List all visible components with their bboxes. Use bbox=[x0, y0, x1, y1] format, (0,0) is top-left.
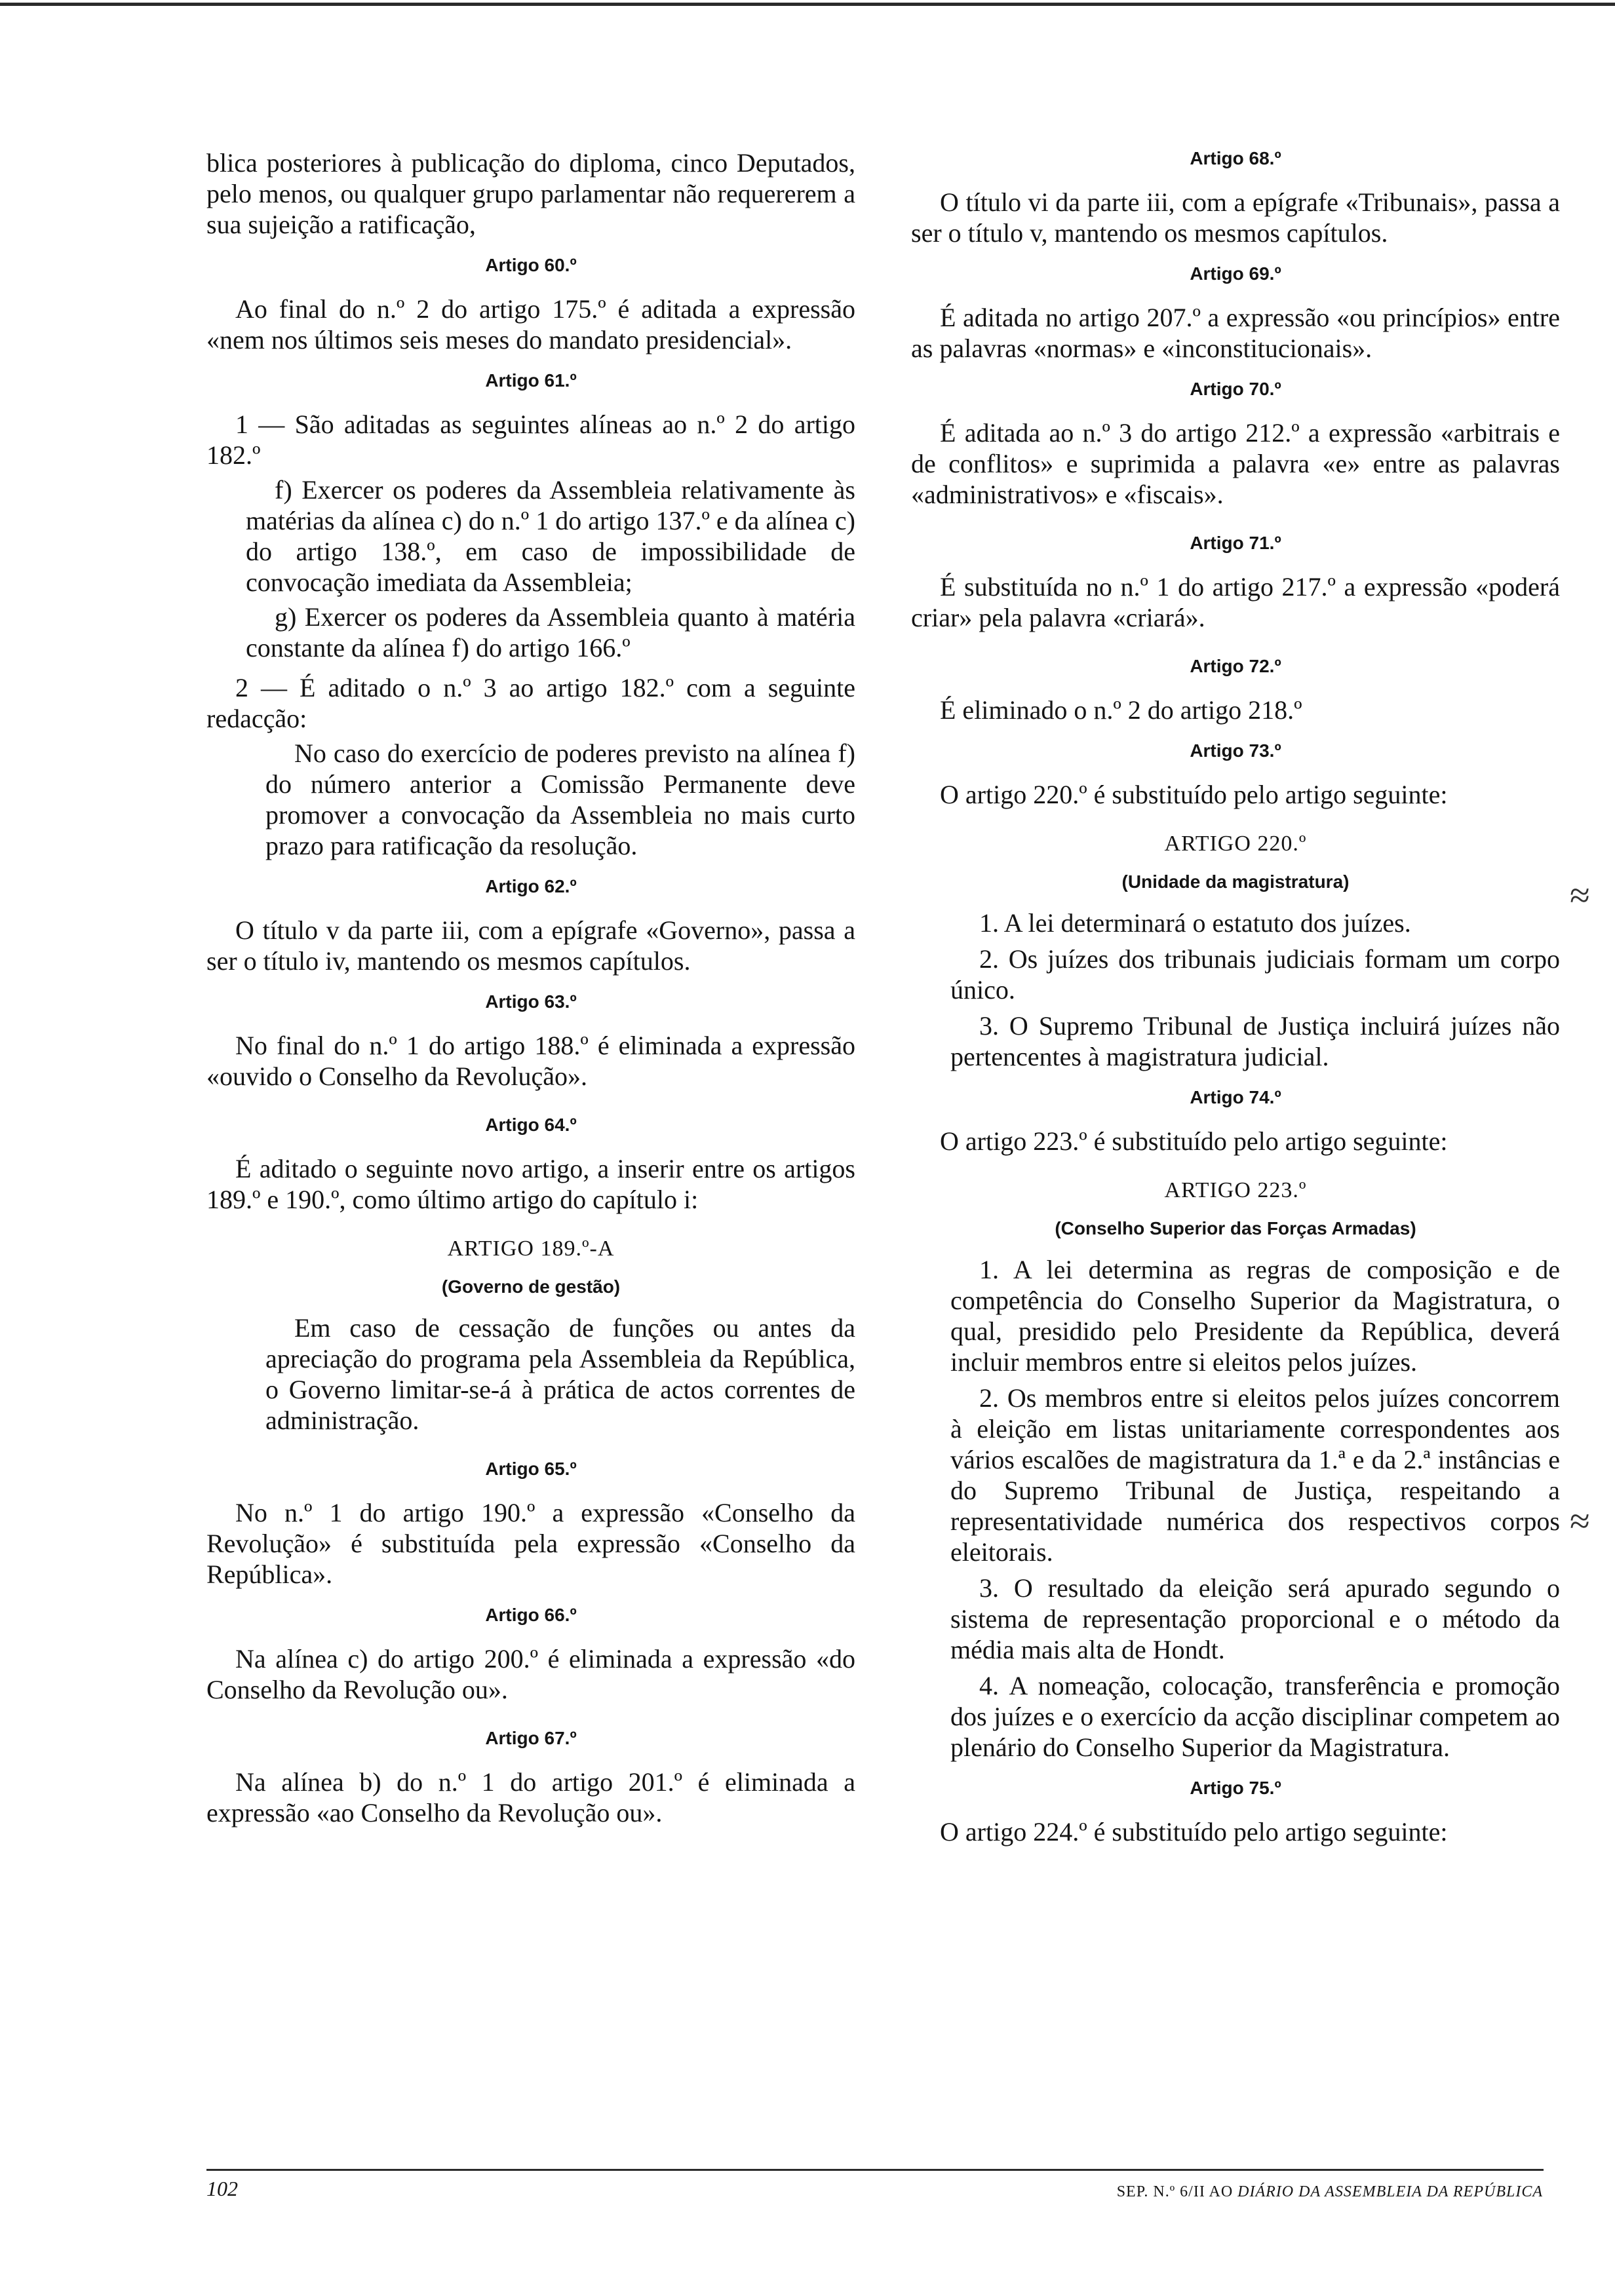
running-footer bbox=[1117, 2183, 1543, 2201]
article-223-subtitle: (Conselho Superior das Forças Armadas) bbox=[1055, 1218, 1416, 1238]
article-223-title: ARTIGO 223.º bbox=[1164, 1178, 1307, 1202]
article-220-item-3: 3. O Supremo Tribunal de Justiça incluirá juízes não pertencentes à magistratura judicial. bbox=[950, 1011, 1560, 1071]
article-67-text: Na alínea b) do n.º 1 do artigo 201.º é eliminada a expressão «ao Conselho da Revolução ou». bbox=[206, 1767, 855, 1827]
top-rule bbox=[0, 3, 1615, 6]
article-223-item-1: 1. A lei determina as regras de composição e de competência do Conselho Superior da Magistratura, o qual, presidido pelo Presidente da República, deverá incluir membros entre si eleitos pelos juízes. bbox=[950, 1255, 1560, 1377]
article-68-text: O título vi da parte iii, com a epígrafe «Tribunais», passa a ser o título v, mantendo os mesmos capítulos. bbox=[911, 187, 1560, 248]
article-73-text: O artigo 220.º é substituído pelo artigo seguinte: bbox=[940, 780, 1448, 809]
article-66-heading: Artigo 66.º bbox=[485, 1605, 577, 1625]
running-footer-title: DIÁRIO DA ASSEMBLEIA DA REPÚBLICA bbox=[1237, 2183, 1543, 2200]
article-70-text: É aditada ao n.º 3 do artigo 212.º a expressão «arbitrais e de conflitos» e suprimida a palavra «e» entre as palavras «administrativos» e «fiscais». bbox=[911, 418, 1560, 509]
page-number: 102 bbox=[206, 2177, 238, 2200]
article-220-title: ARTIGO 220.º bbox=[1164, 832, 1307, 856]
article-68-heading: Artigo 68.º bbox=[1190, 148, 1281, 168]
article-72-heading: Artigo 72.º bbox=[1190, 656, 1281, 676]
article-63-heading: Artigo 63.º bbox=[485, 991, 577, 1012]
article-64-heading: Artigo 64.º bbox=[485, 1115, 577, 1135]
article-220-subtitle: (Unidade da magistratura) bbox=[1121, 871, 1350, 892]
article-61-paragraph-2: 2 — É aditado o n.º 3 ao artigo 182.º com a seguinte redacção: bbox=[206, 673, 855, 733]
article-75-text: O artigo 224.º é substituído pelo artigo seguinte: bbox=[940, 1817, 1448, 1846]
article-61-quote: No caso do exercício de poderes previsto na alínea f) do número anterior a Comissão Permanente deve promover a convocação da Assembleia no mais curto prazo para ratificação da resolução. bbox=[265, 738, 855, 860]
article-60-heading: Artigo 60.º bbox=[485, 255, 577, 275]
article-69-heading: Artigo 69.º bbox=[1190, 263, 1281, 284]
article-61-heading: Artigo 61.º bbox=[485, 370, 577, 391]
running-footer-prefix: SEP. N.º 6/II AO bbox=[1116, 2183, 1238, 2200]
article-72-text: É eliminado o n.º 2 do artigo 218.º bbox=[940, 695, 1302, 725]
article-74-text: O artigo 223.º é substituído pelo artigo seguinte: bbox=[940, 1126, 1448, 1156]
article-62-heading: Artigo 62.º bbox=[485, 876, 577, 896]
article-74-heading: Artigo 74.º bbox=[1190, 1087, 1281, 1107]
article-223-item-4: 4. A nomeação, colocação, transferência e promoção dos juízes e o exercício da acção disciplinar competem ao plenário do Conselho Superior da Magistratura. bbox=[950, 1671, 1560, 1762]
article-223-item-3: 3. O resultado da eleição será apurado segundo o sistema de representação proporcional e o método da média mais alta de Hondt. bbox=[950, 1573, 1560, 1664]
article-60-text: Ao final do n.º 2 do artigo 175.º é aditada a expressão «nem nos últimos seis meses do mandato presidencial». bbox=[206, 294, 855, 354]
article-61-item-f: f) Exercer os poderes da Assembleia relativamente às matérias da alínea c) do n.º 1 do artigo 137.º e da alínea c) do artigo 138.º, em caso de impossibilidade de convocação imediata da Assembleia; bbox=[246, 475, 855, 597]
article-220-item-1: 1. A lei determinará o estatuto dos juízes. bbox=[979, 908, 1411, 938]
article-71-heading: Artigo 71.º bbox=[1190, 533, 1281, 553]
article-61-item-g: g) Exercer os poderes da Assembleia quanto à matéria constante da alínea f) do artigo 166.º bbox=[246, 602, 855, 662]
article-71-text: É substituída no n.º 1 do artigo 217.º a expressão «poderá criar» pela palavra «criará». bbox=[911, 572, 1560, 632]
article-189a-subtitle: (Governo de gestão) bbox=[441, 1276, 621, 1297]
article-189a-title: ARTIGO 189.º-A bbox=[447, 1236, 615, 1261]
article-75-heading: Artigo 75.º bbox=[1190, 1778, 1281, 1798]
left-column bbox=[206, 147, 855, 1832]
article-64-text: É aditado o seguinte novo artigo, a inserir entre os artigos 189.º e 190.º, como último artigo do capítulo i: bbox=[206, 1154, 855, 1214]
article-223-item-2: 2. Os membros entre si eleitos pelos juízes concorrem à eleição em listas unitariamente correspondentes aos vários escalões de magistratura da 1.ª e da 2.ª instâncias e do Supremo Tribunal de Justiça, respeitando a representatividade numérica dos respectivos corpos eleitorais. bbox=[950, 1383, 1560, 1567]
margin-mark-icon: ≈ bbox=[1570, 875, 1590, 916]
article-69-text: É aditada no artigo 207.º a expressão «ou princípios» entre as palavras «normas» e «inconstitucionais». bbox=[911, 303, 1560, 363]
article-189a-text: Em caso de cessação de funções ou antes da apreciação do programa pela Assembleia da República, o Governo limitar-se-á à prática de actos correntes de administração. bbox=[265, 1313, 855, 1435]
right-column bbox=[911, 147, 1560, 1851]
article-67-heading: Artigo 67.º bbox=[485, 1728, 577, 1748]
margin-mark-icon: ≈ bbox=[1570, 1501, 1590, 1542]
article-70-heading: Artigo 70.º bbox=[1190, 379, 1281, 399]
article-73-heading: Artigo 73.º bbox=[1190, 740, 1281, 761]
intro-paragraph: blica posteriores à publicação do diploma, cinco Deputados, pelo menos, ou qualquer grupo parlamentar não requererem a sua sujeição a ratificação, bbox=[206, 148, 855, 239]
article-61-paragraph-1: 1 — São aditadas as seguintes alíneas ao n.º 2 do artigo 182.º bbox=[206, 410, 855, 470]
footer-rule bbox=[206, 2169, 1544, 2171]
article-66-text: Na alínea c) do artigo 200.º é eliminada a expressão «do Conselho da Revolução ou». bbox=[206, 1644, 855, 1704]
article-62-text: O título v da parte iii, com a epígrafe «Governo», passa a ser o título iv, mantendo os mesmos capítulos. bbox=[206, 915, 855, 976]
article-220-item-2: 2. Os juízes dos tribunais judiciais formam um corpo único. bbox=[950, 944, 1560, 1004]
article-65-text: No n.º 1 do artigo 190.º a expressão «Conselho da Revolução» é substituída pela expressão «Conselho da República». bbox=[206, 1498, 855, 1589]
article-65-heading: Artigo 65.º bbox=[485, 1459, 577, 1479]
article-63-text: No final do n.º 1 do artigo 188.º é eliminada a expressão «ouvido o Conselho da Revolução». bbox=[206, 1031, 855, 1091]
